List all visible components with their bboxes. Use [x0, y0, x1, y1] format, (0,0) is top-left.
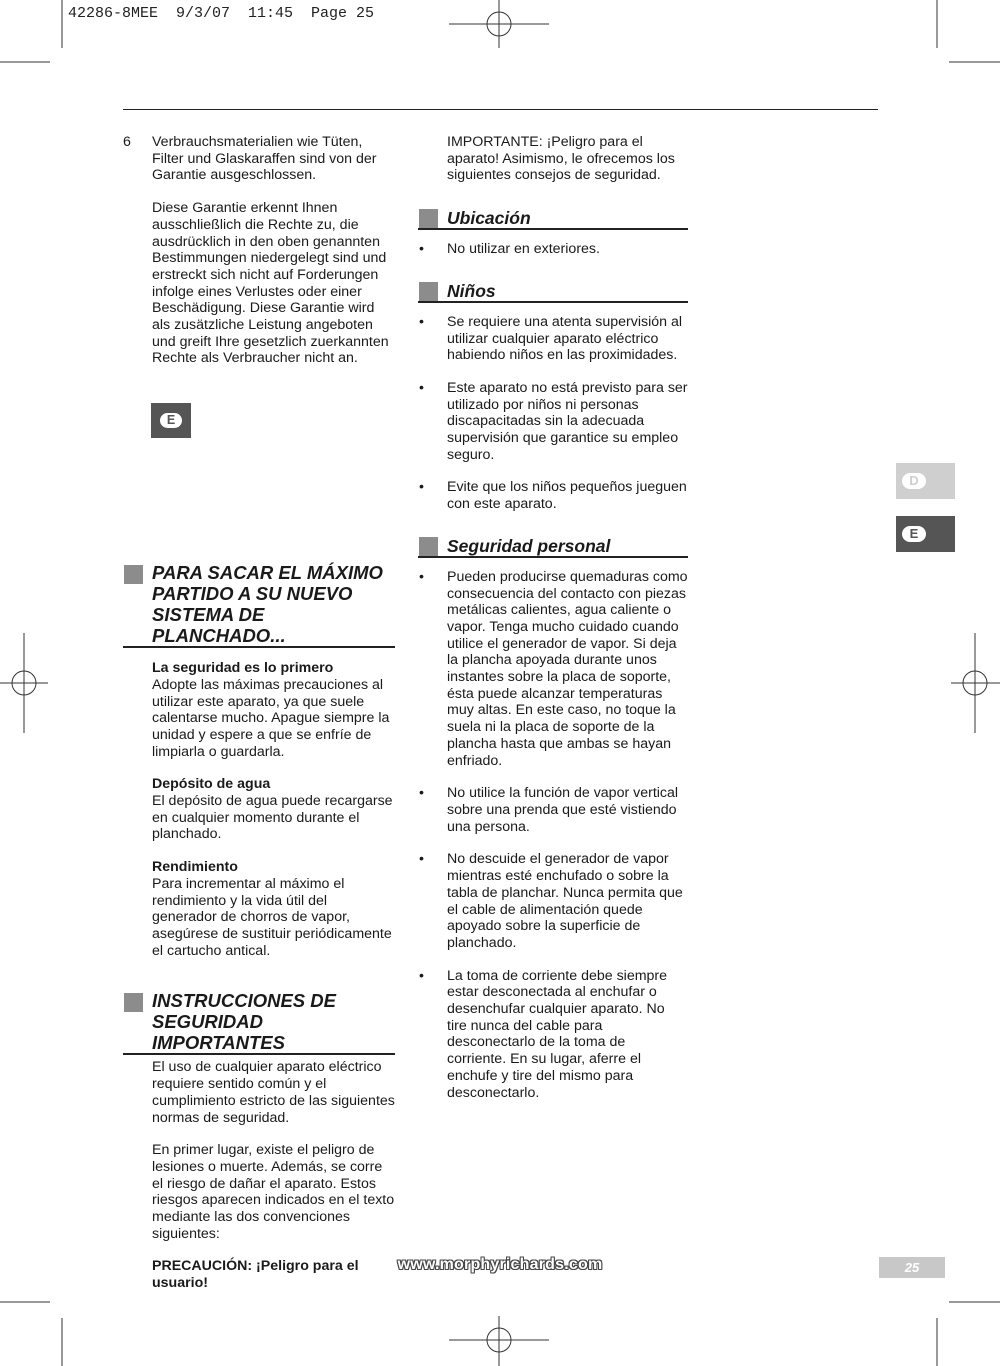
heading-text: Seguridad personal	[447, 535, 611, 556]
bullet-item	[418, 785, 688, 835]
item-number: 6	[123, 134, 131, 150]
heading-text: Ubicación	[447, 208, 531, 229]
water-tank-block	[123, 776, 395, 843]
safety-text: Adopte las máximas precauciones al utilizar este aparato, ya que suele calentarse mucho. Apague siempre la unidad y espere a que se enfríe de limpiarla o guardarla.	[152, 676, 390, 760]
bullet-item	[418, 380, 688, 464]
bullet-item	[418, 479, 688, 512]
safety-title: La seguridad es lo primero	[152, 660, 334, 677]
language-tab-d	[896, 463, 955, 499]
top-rule	[123, 109, 878, 110]
bullet-item	[418, 569, 688, 769]
important-note: IMPORTANTE: ¡Peligro para el aparato! Asimismo, le ofrecemos los siguientes consejos de seguridad.	[447, 134, 675, 184]
bullet-icon: •	[419, 851, 424, 868]
bullet-text: Este aparato no está previsto para ser utilizado por niños ni personas discapacitadas sin la adecuada supervisión que garantice su empleo seguro.	[447, 379, 688, 463]
item-text: Verbrauchsmaterialien wie Tüten, Filter und Glaskaraffen sind von der Garantie ausgeschlossen.	[152, 134, 377, 184]
heading-square-icon	[419, 209, 438, 228]
performance-text: Para incrementar al máximo el rendimiento y la vida útil del generador de chorros de vapor, asegúrese de sustituir periódicamente el cartucho antical.	[152, 875, 392, 959]
performance-block	[123, 859, 395, 959]
warranty-paragraph: Diese Garantie erkennt Ihnen ausschließlich die Rechte zu, die ausdrücklich in den oben genannten Bestimmungen niedergelegt sind und erstreckt sich nicht auf Forderungen infolge eines Verlustes oder einer Beschädigung. Diese Garantie wird als zusätzliche Leistung angeboten und greift Ihre gesetzlich zuerkannten Rechte als Verbraucher nicht an.	[152, 200, 389, 367]
bullet-icon: •	[419, 241, 424, 258]
heading-text: Niños	[447, 280, 496, 301]
bullet-icon: •	[419, 313, 424, 330]
language-tab-label: E	[902, 526, 926, 542]
bullet-text: No utilizar en exteriores.	[447, 241, 600, 258]
heading-text: INSTRUCCIONES DE SEGURIDAD IMPORTANTES	[152, 990, 336, 1054]
heading-ubicacion	[418, 208, 688, 230]
instructions-paragraph-2: En primer lugar, existe el peligro de lesiones o muerte. Además, se corre el riesgo de dañar el aparato. Estos riesgos aparecen indicados en el texto mediante las dos convenciones siguientes:	[152, 1142, 395, 1242]
print-slug: 42286-8MEE 9/3/07 11:45 Page 25	[68, 5, 375, 22]
language-tab-e	[896, 516, 955, 552]
bullet-icon: •	[419, 785, 424, 802]
bullet-text: Pueden producirse quemaduras como consecuencia del contacto con piezas metálicas calientes, agua caliente o vapor. Tenga mucho cuidado cuando utilice el generador de vapor. Si deja la plancha apoyada durante unos instantes sobre la placa de soporte, ésta puede alcanzar temperaturas muy altas. En este caso, no toque la suela ni la placa de soporte de la plancha hasta que ambas se hayan enfriado.	[447, 568, 688, 769]
language-badge-label: E	[160, 413, 182, 428]
left-column	[123, 134, 395, 1292]
bullet-item	[418, 314, 688, 364]
bullet-item	[418, 851, 688, 951]
footer-website-url: www.morphyrichards.com	[397, 1256, 603, 1273]
bullet-text: Se requiere una atenta supervisión al utilizar cualquier aparato eléctrico habiendo niños en las proximidades.	[447, 313, 683, 364]
heading-text: PARA SACAR EL MÁXIMO PARTIDO A SU NUEVO SISTEMA DE PLANCHADO...	[152, 562, 383, 647]
bullet-icon: •	[419, 379, 424, 396]
bullet-text: La toma de corriente debe siempre estar desconectada al enchufar o desenchufar cualquier aparato. No tire nunca del cable para desconectarlo de la toma de corriente. En su lugar, aferre el enchufe y tire del mismo para desconectarlo.	[447, 967, 668, 1101]
right-column	[418, 134, 688, 1101]
heading-square-icon	[124, 565, 143, 584]
tank-text: El depósito de agua puede recargarse en cualquier momento durante el planchado.	[152, 793, 393, 843]
caution-note: PRECAUCIÓN: ¡Peligro para el usuario!	[152, 1258, 359, 1292]
warranty-item-6	[123, 134, 395, 184]
page-number: 25	[879, 1257, 945, 1278]
heading-maximo	[123, 562, 395, 648]
bullet-icon: •	[419, 479, 424, 496]
performance-title: Rendimiento	[152, 859, 238, 876]
bullet-text: No descuide el generador de vapor mientras esté enchufado o sobre la tabla de planchar. Nunca permita que el cable de alimentación quede apoyado sobre la superficie de planchado.	[447, 851, 683, 951]
heading-ninos	[418, 281, 688, 303]
bullet-text: No utilice la función de vapor vertical sobre una prenda que esté vistiendo una persona.	[447, 785, 679, 835]
safety-first-block	[123, 660, 395, 760]
language-badge-e	[151, 403, 191, 438]
bullet-item	[418, 241, 688, 258]
tank-title: Depósito de agua	[152, 776, 271, 793]
heading-square-icon	[419, 537, 438, 556]
language-tab-label: D	[902, 473, 926, 489]
instructions-paragraph-1: El uso de cualquier aparato eléctrico requiere sentido común y el cumplimiento estricto de las siguientes normas de seguridad.	[152, 1059, 395, 1126]
bullet-icon: •	[419, 568, 424, 585]
heading-instrucciones	[123, 990, 395, 1055]
heading-seguridad-personal	[418, 536, 688, 558]
bullet-text: Evite que los niños pequeños jueguen con este aparato.	[447, 479, 687, 513]
heading-square-icon	[124, 993, 143, 1012]
bullet-icon: •	[419, 967, 424, 984]
bullet-item	[418, 968, 688, 1102]
heading-square-icon	[419, 282, 438, 301]
